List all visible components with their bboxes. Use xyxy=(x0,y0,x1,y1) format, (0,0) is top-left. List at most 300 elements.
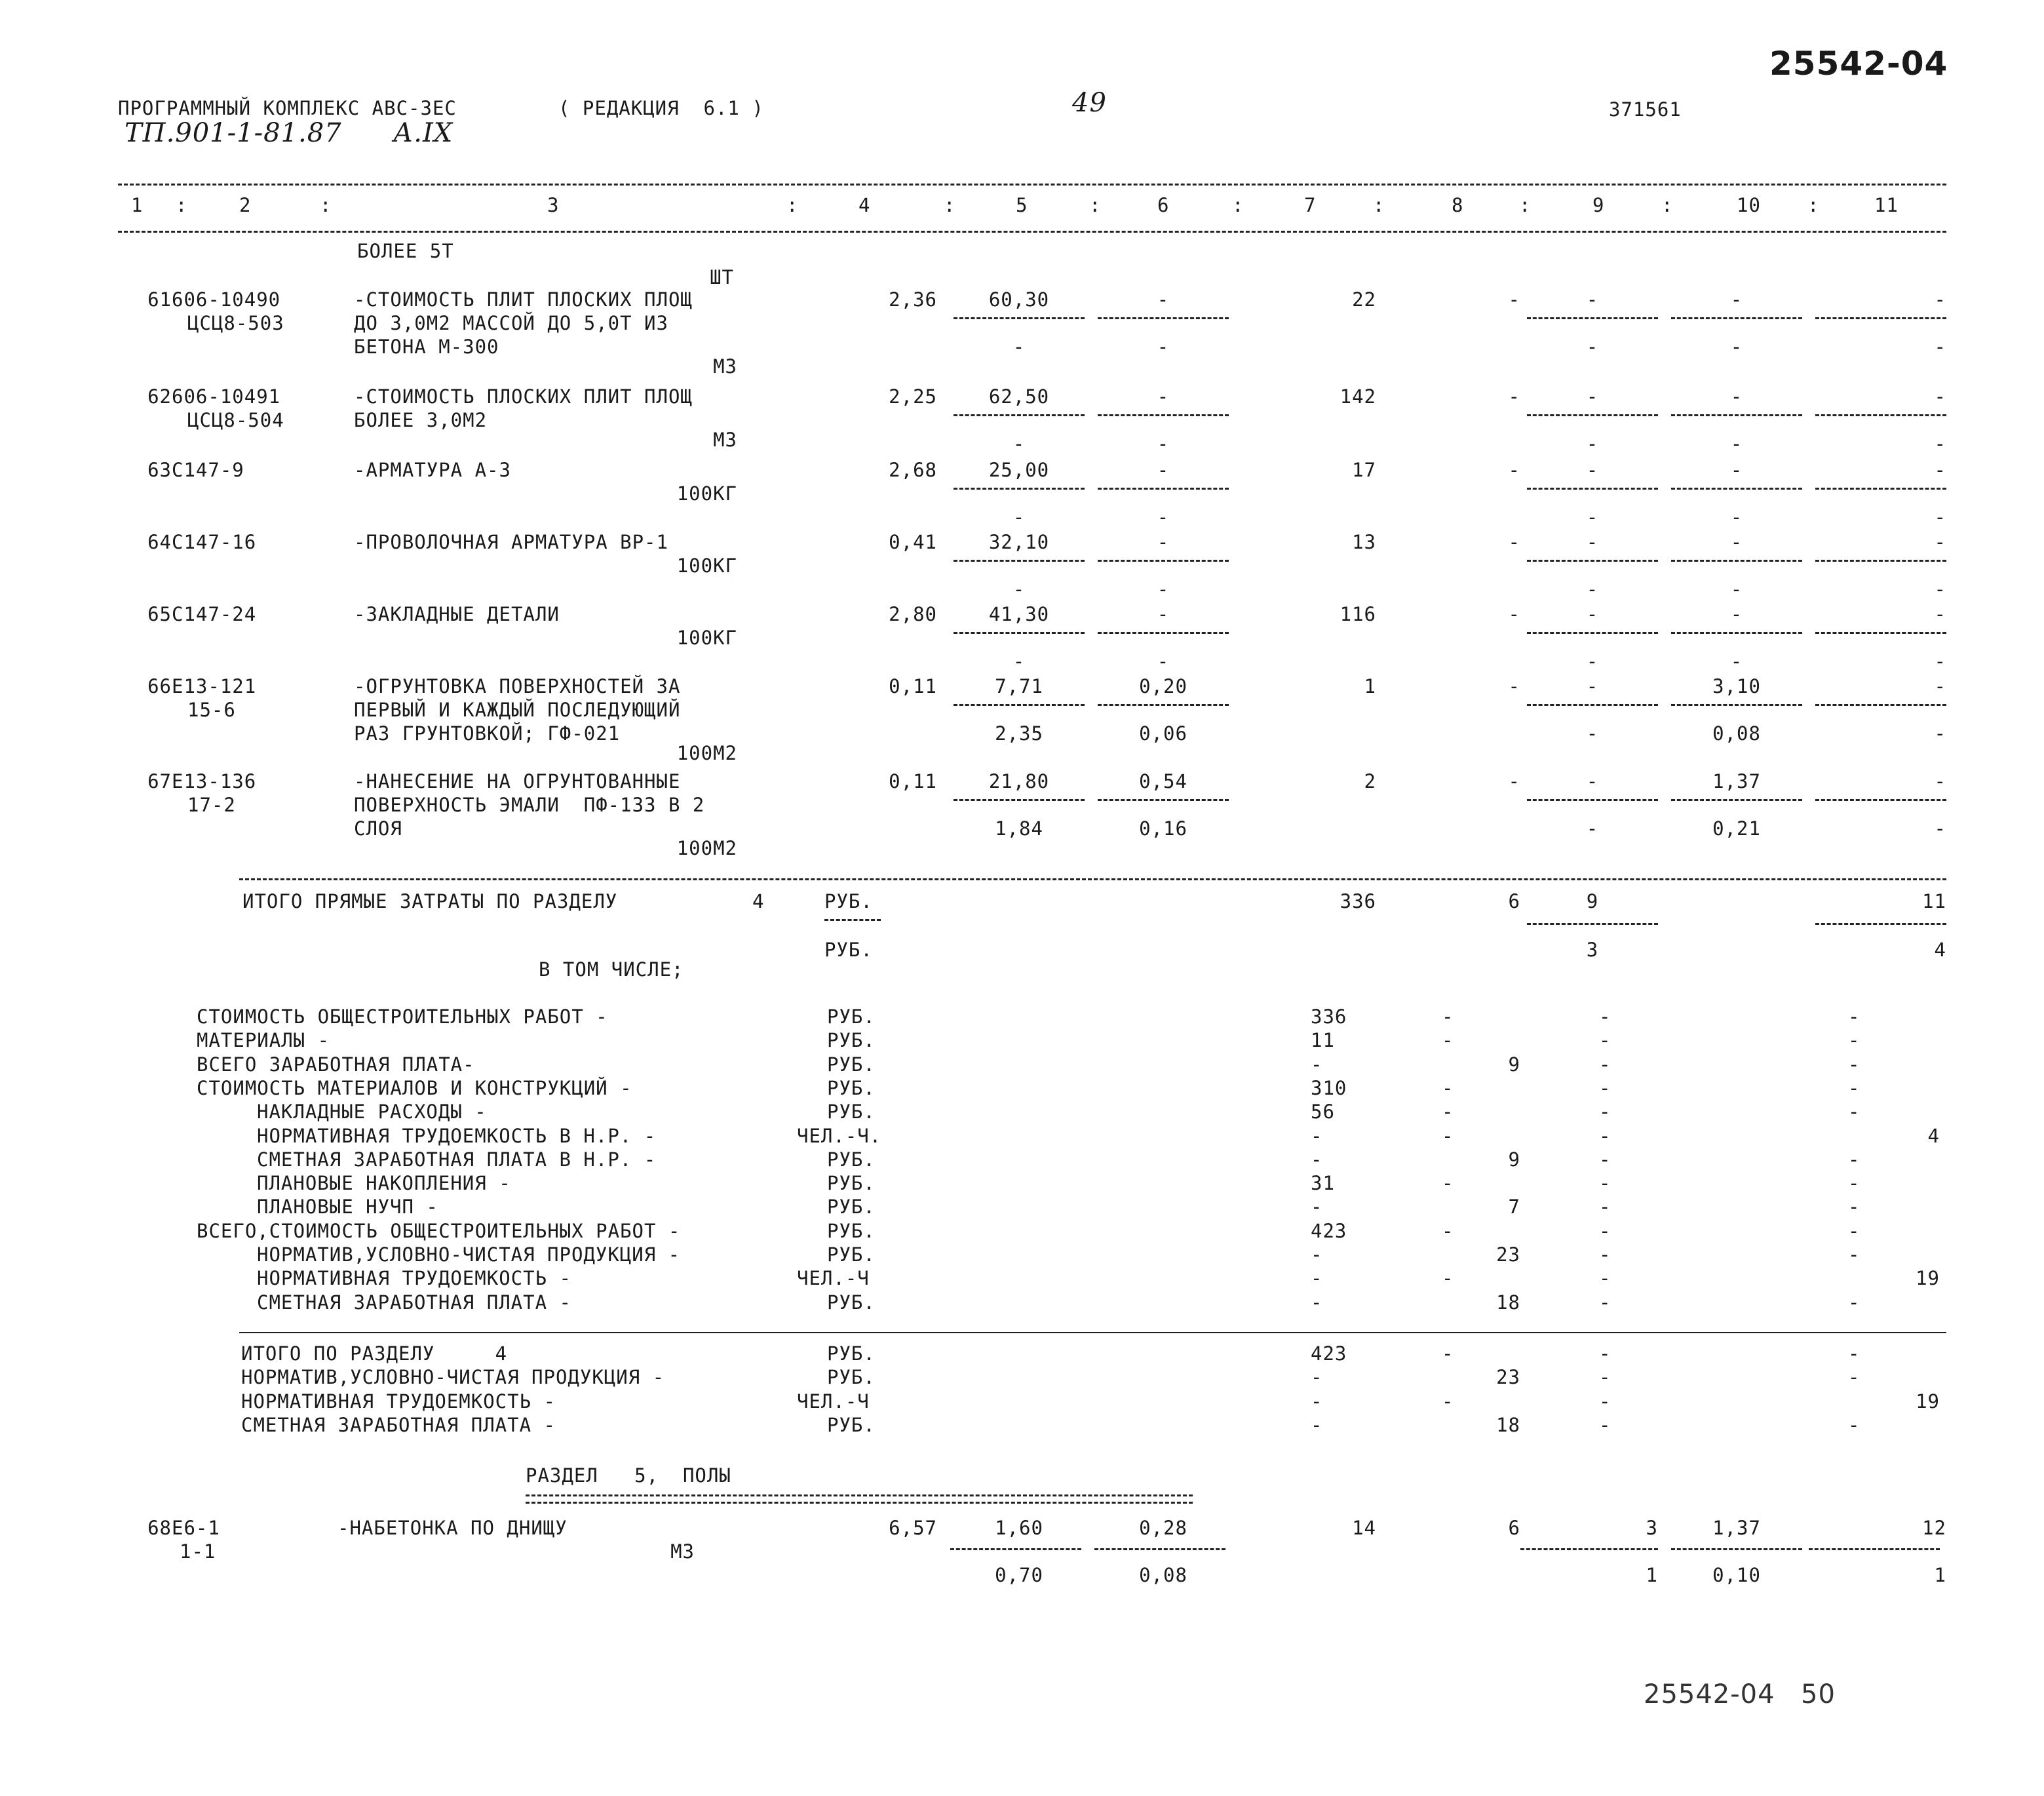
carry-text: БОЛЕЕ 5Т xyxy=(357,240,454,262)
total-direct-col9: 9 xyxy=(1586,890,1599,912)
split-rule xyxy=(1815,414,1946,416)
cell-col5: 32,10 xyxy=(988,531,1050,553)
section-total-col8: - xyxy=(1442,1342,1454,1365)
column-number: 9 xyxy=(1592,194,1605,216)
cell-col11-sub: - xyxy=(1934,722,1946,745)
cell-col4: 0,11 xyxy=(889,770,937,792)
cell-col9-sub: - xyxy=(1586,578,1599,600)
breakdown-col8: - xyxy=(1442,1172,1454,1195)
row-description: ПЕРВЫЙ И КАЖДЫЙ ПОСЛЕДУЮЩИЙ xyxy=(354,699,681,721)
cell-col5-sub: - xyxy=(1012,650,1026,673)
cell-col10-sub: 0,08 xyxy=(1712,722,1761,745)
row-unit: М3 xyxy=(670,1540,695,1563)
cell-col6: 0,20 xyxy=(1139,675,1187,697)
breakdown-col8: - xyxy=(1442,1219,1454,1242)
section-total-unit: РУБ. xyxy=(827,1342,876,1365)
cell-col10-sub: 0,21 xyxy=(1712,817,1761,840)
breakdown-col7: - xyxy=(1311,1124,1323,1147)
row-code: 1-1 xyxy=(180,1540,216,1563)
cell-col9: - xyxy=(1586,770,1599,792)
cell-col6-sub: 0,16 xyxy=(1139,817,1187,840)
column-number: 1 xyxy=(131,194,144,216)
total-direct-label: ИТОГО ПРЯМЫЕ ЗАТРАТЫ ПО РАЗДЕЛУ xyxy=(242,890,618,912)
row-code: С147-9 xyxy=(172,459,244,481)
breakdown-col7: - xyxy=(1311,1053,1323,1076)
items-end-rule xyxy=(239,878,1946,880)
column-number: 6 xyxy=(1157,194,1170,216)
total-direct-unit2: РУБ. xyxy=(824,939,873,961)
cell-col7: 13 xyxy=(1352,531,1376,553)
breakdown-col7: - xyxy=(1311,1291,1323,1314)
total-direct-col8: 6 xyxy=(1508,890,1520,912)
split-rule xyxy=(1815,317,1946,319)
row-description: -НАНЕСЕНИЕ НА ОГРУНТОВАННЫЕ xyxy=(354,770,681,792)
album-number: А.IX xyxy=(393,118,453,148)
cell-col5: 62,50 xyxy=(988,385,1050,408)
cell-col11-sub: 1 xyxy=(1934,1564,1946,1586)
cell-col6: - xyxy=(1157,385,1170,408)
breakdown-col11: - xyxy=(1848,1291,1861,1314)
split-rule xyxy=(1098,317,1229,319)
cell-col8: - xyxy=(1508,603,1520,625)
breakdown-col8: 7 xyxy=(1508,1196,1520,1219)
cell-col4: 0,41 xyxy=(889,531,937,553)
included-title: В ТОМ ЧИСЛЕ; xyxy=(539,958,684,981)
cell-col5-sub: 2,35 xyxy=(995,722,1043,745)
breakdown-col9: - xyxy=(1599,1243,1611,1266)
row-code: 15-6 xyxy=(187,699,236,721)
breakdown-label: СТОИМОСТЬ ОБЩЕСТРОИТЕЛЬНЫХ РАБОТ - xyxy=(197,1005,608,1028)
cell-col5: 1,60 xyxy=(995,1517,1043,1539)
cell-col11-sub: - xyxy=(1934,336,1946,358)
cell-col6-sub: - xyxy=(1157,433,1170,455)
cell-col8: - xyxy=(1508,288,1520,311)
cell-col10: 1,37 xyxy=(1712,770,1761,792)
breakdown-col11: - xyxy=(1848,1243,1861,1266)
split-rule xyxy=(1809,1548,1940,1550)
row-description: -СТОИМОСТЬ ПЛИТ ПЛОСКИХ ПЛОЩ xyxy=(354,288,693,311)
total-direct-section: 4 xyxy=(752,890,765,912)
cell-col9: - xyxy=(1586,675,1599,697)
split-rule xyxy=(1815,704,1946,706)
breakdown-col11: 4 xyxy=(1927,1124,1940,1147)
column-separator: : xyxy=(1661,194,1674,216)
section-total-col11: 19 xyxy=(1916,1390,1940,1413)
section-total-col8: 18 xyxy=(1496,1413,1520,1436)
cell-col10: - xyxy=(1730,603,1743,625)
breakdown-unit: РУБ. xyxy=(827,1196,876,1219)
cell-col8: 6 xyxy=(1508,1517,1520,1539)
cell-col8: - xyxy=(1508,770,1520,792)
breakdown-col9: - xyxy=(1599,1148,1611,1171)
breakdown-col7: 310 xyxy=(1311,1076,1347,1099)
breakdown-col11: - xyxy=(1848,1053,1861,1076)
row-code: ЦСЦ8-504 xyxy=(187,409,284,431)
breakdown-col11: - xyxy=(1848,1219,1861,1242)
column-separator: : xyxy=(786,194,799,216)
split-rule xyxy=(1671,1548,1802,1550)
project-number: ТП.901-1-81.87 xyxy=(125,118,342,148)
cell-col6: - xyxy=(1157,603,1170,625)
cell-col6-sub: - xyxy=(1157,336,1170,358)
row-number: 68 xyxy=(147,1517,172,1539)
cell-col4: 2,68 xyxy=(889,459,937,481)
cell-col9-sub: - xyxy=(1586,650,1599,673)
split-rule xyxy=(1671,488,1802,490)
cell-col5: 21,80 xyxy=(988,770,1050,792)
breakdown-unit: РУБ. xyxy=(827,1029,876,1052)
row-unit: М3 xyxy=(713,355,737,378)
cell-col7: 142 xyxy=(1340,385,1376,408)
column-number: 7 xyxy=(1304,194,1317,216)
column-number: 11 xyxy=(1874,194,1899,216)
split-rule xyxy=(1671,632,1802,634)
total-direct-col7: 336 xyxy=(1340,890,1376,912)
breakdown-label: НОРМАТИВНАЯ ТРУДОЕМКОСТЬ - xyxy=(257,1267,571,1290)
cell-col4: 2,80 xyxy=(889,603,937,625)
breakdown-col7: 11 xyxy=(1311,1029,1335,1052)
row-unit: 100КГ xyxy=(676,627,737,649)
row-description: -СТОИМОСТЬ ПЛОСКИХ ПЛИТ ПЛОЩ xyxy=(354,385,693,408)
unit-rule xyxy=(824,919,881,921)
breakdown-label: ПЛАНОВЫЕ НУЧП - xyxy=(257,1196,438,1219)
breakdown-col8: 9 xyxy=(1508,1148,1520,1171)
section-total-label: СМЕТНАЯ ЗАРАБОТНАЯ ПЛАТА - xyxy=(241,1413,556,1436)
cell-col11-sub: - xyxy=(1934,578,1946,600)
split-rule xyxy=(1527,923,1658,925)
column-number: 10 xyxy=(1737,194,1761,216)
cell-col10-sub: - xyxy=(1730,433,1743,455)
total-direct-col9-sub: 3 xyxy=(1586,939,1599,961)
split-rule xyxy=(1527,799,1658,801)
program-version: ( РЕДАКЦИЯ 6.1 ) xyxy=(558,97,764,119)
breakdown-unit: РУБ. xyxy=(827,1219,876,1242)
cell-col10-sub: - xyxy=(1730,650,1743,673)
split-rule xyxy=(1671,704,1802,706)
split-rule xyxy=(1520,1548,1658,1550)
breakdown-unit: ЧЕЛ.-Ч xyxy=(797,1267,870,1290)
row-unit: 100КГ xyxy=(676,555,737,577)
cell-col11: - xyxy=(1934,531,1946,553)
cell-col9-sub: - xyxy=(1586,336,1599,358)
breakdown-col8: 23 xyxy=(1496,1243,1520,1266)
cell-col5-sub: - xyxy=(1012,336,1026,358)
split-rule xyxy=(1527,632,1658,634)
row-number: 67 xyxy=(147,770,172,792)
cell-col6-sub: 0,06 xyxy=(1139,722,1187,745)
row-description: -ПРОВОЛОЧНАЯ АРМАТУРА ВР-1 xyxy=(354,531,668,553)
breakdown-col8: 9 xyxy=(1508,1053,1520,1076)
page-number: 49 xyxy=(1072,88,1107,118)
row-description: БЕТОНА М-300 xyxy=(354,336,499,358)
footer-page: 50 xyxy=(1801,1679,1836,1709)
breakdown-label: СМЕТНАЯ ЗАРАБОТНАЯ ПЛАТА - xyxy=(257,1291,571,1314)
section-total-col11: - xyxy=(1848,1413,1861,1436)
cell-col11-sub: - xyxy=(1934,817,1946,840)
cell-col5-sub: - xyxy=(1012,506,1026,528)
section-total-col9: - xyxy=(1599,1390,1611,1413)
column-separator: : xyxy=(1089,194,1102,216)
cell-col6-sub: - xyxy=(1157,650,1170,673)
breakdown-col11: - xyxy=(1848,1172,1861,1195)
cell-col5: 60,30 xyxy=(988,288,1050,311)
breakdown-col7: - xyxy=(1311,1148,1323,1171)
split-rule xyxy=(1098,799,1229,801)
breakdown-col9: - xyxy=(1599,1291,1611,1314)
section-5-underline xyxy=(526,1494,1193,1504)
breakdown-col11: - xyxy=(1848,1005,1861,1028)
cell-col7: 2 xyxy=(1364,770,1376,792)
breakdown-col9: - xyxy=(1599,1267,1611,1290)
column-separator: : xyxy=(1807,194,1820,216)
section-total-col7: - xyxy=(1311,1390,1323,1413)
row-description: ДО 3,0М2 МАССОЙ ДО 5,0Т ИЗ xyxy=(354,312,668,334)
row-code: Е6-1 xyxy=(172,1517,220,1539)
row-number: 65 xyxy=(147,603,172,625)
split-rule xyxy=(1098,632,1229,634)
cell-col6-sub: - xyxy=(1157,506,1170,528)
breakdown-label: МАТЕРИАЛЫ - xyxy=(197,1029,330,1052)
total-direct-unit: РУБ. xyxy=(824,890,873,912)
cell-col4: 0,11 xyxy=(889,675,937,697)
breakdown-unit: РУБ. xyxy=(827,1053,876,1076)
split-rule xyxy=(954,704,1085,706)
cell-col10: 1,37 xyxy=(1712,1517,1761,1539)
cell-col10: - xyxy=(1730,531,1743,553)
cell-col9: - xyxy=(1586,459,1599,481)
cell-col8: - xyxy=(1508,531,1520,553)
section-total-unit: РУБ. xyxy=(827,1413,876,1436)
cell-col11: 12 xyxy=(1922,1517,1946,1539)
row-code: С147-24 xyxy=(172,603,257,625)
breakdown-col7: 56 xyxy=(1311,1101,1335,1123)
cell-col10-sub: 0,10 xyxy=(1712,1564,1761,1586)
row-description: РАЗ ГРУНТОВКОЙ; ГФ-021 xyxy=(354,722,621,745)
row-number: 61 xyxy=(147,288,172,311)
section-total-unit: РУБ. xyxy=(827,1366,876,1389)
document-id: 25542-04 xyxy=(1769,45,1948,83)
row-code: 606-10490 xyxy=(172,288,281,311)
cell-col9: - xyxy=(1586,385,1599,408)
cell-col6: - xyxy=(1157,531,1170,553)
column-number: 2 xyxy=(239,194,252,216)
row-description: -АРМАТУРА А-3 xyxy=(354,459,511,481)
cell-col10-sub: - xyxy=(1730,578,1743,600)
section-total-col9: - xyxy=(1599,1342,1611,1365)
cell-col8: - xyxy=(1508,385,1520,408)
row-code: С147-16 xyxy=(172,531,257,553)
cell-col7: 22 xyxy=(1352,288,1376,311)
section-total-unit: ЧЕЛ.-Ч xyxy=(797,1390,870,1413)
row-unit: 100М2 xyxy=(676,837,737,859)
breakdown-col8: - xyxy=(1442,1076,1454,1099)
breakdown-unit: РУБ. xyxy=(827,1148,876,1171)
cell-col9: - xyxy=(1586,288,1599,311)
breakdown-unit: РУБ. xyxy=(827,1291,876,1314)
breakdown-label: СМЕТНАЯ ЗАРАБОТНАЯ ПЛАТА В Н.Р. - xyxy=(257,1148,657,1171)
cell-col7: 17 xyxy=(1352,459,1376,481)
breakdown-unit: РУБ. xyxy=(827,1172,876,1195)
cell-col7: 1 xyxy=(1364,675,1376,697)
total-direct-col11: 11 xyxy=(1922,890,1946,912)
breakdown-col11: - xyxy=(1848,1029,1861,1052)
breakdown-unit: РУБ. xyxy=(827,1076,876,1099)
split-rule xyxy=(954,414,1085,416)
column-separator: : xyxy=(944,194,956,216)
cell-col8: - xyxy=(1508,459,1520,481)
cell-col11: - xyxy=(1934,385,1946,408)
cell-col11: - xyxy=(1934,770,1946,792)
breakdown-col9: - xyxy=(1599,1172,1611,1195)
cell-col11: - xyxy=(1934,288,1946,311)
breakdown-col11: 19 xyxy=(1916,1267,1940,1290)
cell-col9: - xyxy=(1586,603,1599,625)
split-rule xyxy=(954,488,1085,490)
cell-col6: 0,54 xyxy=(1139,770,1187,792)
cell-col7: 14 xyxy=(1352,1517,1376,1539)
cell-col10-sub: - xyxy=(1730,506,1743,528)
cell-col6: - xyxy=(1157,288,1170,311)
cell-col5: 25,00 xyxy=(988,459,1050,481)
split-rule xyxy=(1815,799,1946,801)
breakdown-unit: ЧЕЛ.-Ч. xyxy=(797,1124,882,1147)
cell-col9: 3 xyxy=(1646,1517,1658,1539)
row-number: 63 xyxy=(147,459,172,481)
split-rule xyxy=(1815,488,1946,490)
split-rule xyxy=(1815,923,1946,925)
total-direct-col11-sub: 4 xyxy=(1934,939,1946,961)
row-code: ЦСЦ8-503 xyxy=(187,312,284,334)
breakdown-col8: - xyxy=(1442,1267,1454,1290)
split-rule xyxy=(954,799,1085,801)
cell-col5-sub: 0,70 xyxy=(995,1564,1043,1586)
breakdown-label: НОРМАТИВНАЯ ТРУДОЕМКОСТЬ В Н.Р. - xyxy=(257,1124,657,1147)
cell-col9-sub: - xyxy=(1586,506,1599,528)
breakdown-col7: 31 xyxy=(1311,1172,1335,1195)
cell-col6: - xyxy=(1157,459,1170,481)
breakdown-col7: 423 xyxy=(1311,1219,1347,1242)
row-unit: 100М2 xyxy=(676,742,737,764)
section-total-col9: - xyxy=(1599,1366,1611,1389)
cell-col5: 41,30 xyxy=(988,603,1050,625)
breakdown-unit: РУБ. xyxy=(827,1005,876,1028)
breakdown-unit: РУБ. xyxy=(827,1101,876,1123)
cell-col7: 116 xyxy=(1340,603,1376,625)
breakdown-col8: 18 xyxy=(1496,1291,1520,1314)
column-number: 4 xyxy=(858,194,871,216)
split-rule xyxy=(1815,632,1946,634)
breakdown-col7: - xyxy=(1311,1196,1323,1219)
breakdown-col9: - xyxy=(1599,1053,1611,1076)
breakdown-col11: - xyxy=(1848,1076,1861,1099)
breakdown-label: ПЛАНОВЫЕ НАКОПЛЕНИЯ - xyxy=(257,1172,511,1195)
breakdown-col9: - xyxy=(1599,1101,1611,1123)
cell-col9-sub: - xyxy=(1586,817,1599,840)
split-rule xyxy=(1527,317,1658,319)
breakdown-col11: - xyxy=(1848,1101,1861,1123)
print-code: 371561 xyxy=(1609,98,1682,121)
cell-col9-sub: - xyxy=(1586,433,1599,455)
cell-col10: - xyxy=(1730,385,1743,408)
breakdown-col9: - xyxy=(1599,1029,1611,1052)
column-separator: : xyxy=(1373,194,1385,216)
cell-col11-sub: - xyxy=(1934,650,1946,673)
split-rule xyxy=(1098,704,1229,706)
cell-col6: 0,28 xyxy=(1139,1517,1187,1539)
breakdown-col9: - xyxy=(1599,1196,1611,1219)
cell-col4: 2,36 xyxy=(889,288,937,311)
section-total-rule xyxy=(239,1332,1946,1333)
row-number: 62 xyxy=(147,385,172,408)
footer-stamp: 25542-04 xyxy=(1644,1679,1775,1709)
breakdown-col11: - xyxy=(1848,1196,1861,1219)
split-rule xyxy=(1671,317,1802,319)
section-total-label: ИТОГО ПО РАЗДЕЛУ 4 xyxy=(241,1342,508,1365)
cell-col6-sub: 0,08 xyxy=(1139,1564,1187,1586)
split-rule xyxy=(1527,704,1658,706)
cell-col9-sub: - xyxy=(1586,722,1599,745)
column-number: 5 xyxy=(1016,194,1028,216)
cell-col10-sub: - xyxy=(1730,336,1743,358)
split-rule xyxy=(1098,488,1229,490)
cell-col4: 2,25 xyxy=(889,385,937,408)
breakdown-col8: - xyxy=(1442,1124,1454,1147)
cell-col4: 6,57 xyxy=(889,1517,937,1539)
cell-col11: - xyxy=(1934,675,1946,697)
split-rule xyxy=(1098,414,1229,416)
breakdown-col7: - xyxy=(1311,1267,1323,1290)
cell-col8: - xyxy=(1508,675,1520,697)
row-code: 606-10491 xyxy=(172,385,281,408)
cell-col11: - xyxy=(1934,459,1946,481)
cell-col10: - xyxy=(1730,288,1743,311)
split-rule xyxy=(954,632,1085,634)
section-total-label: НОРМАТИВ,УСЛОВНО-ЧИСТАЯ ПРОДУКЦИЯ - xyxy=(241,1366,665,1389)
row-description: -НАБЕТОНКА ПО ДНИЩУ xyxy=(337,1517,568,1539)
row-unit: М3 xyxy=(713,429,737,451)
row-description: БОЛЕЕ 3,0М2 xyxy=(354,409,488,431)
breakdown-col9: - xyxy=(1599,1124,1611,1147)
breakdown-col8: - xyxy=(1442,1029,1454,1052)
cell-col10: 3,10 xyxy=(1712,675,1761,697)
section-total-col11: - xyxy=(1848,1366,1861,1389)
breakdown-col8: - xyxy=(1442,1005,1454,1028)
cell-col5-sub: - xyxy=(1012,433,1026,455)
row-code: 17-2 xyxy=(187,794,236,816)
column-number: 8 xyxy=(1452,194,1464,216)
header-rule-top xyxy=(118,184,1946,185)
split-rule xyxy=(950,1548,1081,1550)
split-rule xyxy=(1094,1548,1225,1550)
cell-col9-sub: 1 xyxy=(1646,1564,1658,1586)
program-title: ПРОГРАММНЫЙ КОМПЛЕКС АВС-3ЕС xyxy=(118,97,457,119)
row-number: 66 xyxy=(147,675,172,697)
section-total-col8: 23 xyxy=(1496,1366,1520,1389)
cell-col11-sub: - xyxy=(1934,433,1946,455)
row-description: СЛОЯ xyxy=(354,817,402,840)
row-description: -ЗАКЛАДНЫЕ ДЕТАЛИ xyxy=(354,603,560,625)
section-total-col7: - xyxy=(1311,1366,1323,1389)
section-total-label: НОРМАТИВНАЯ ТРУДОЕМКОСТЬ - xyxy=(241,1390,556,1413)
row-description: -ОГРУНТОВКА ПОВЕРХНОСТЕЙ ЗА xyxy=(354,675,681,697)
breakdown-label: НАКЛАДНЫЕ РАСХОДЫ - xyxy=(257,1101,487,1123)
column-separator: : xyxy=(1232,194,1244,216)
breakdown-label: ВСЕГО,СТОИМОСТЬ ОБЩЕСТРОИТЕЛЬНЫХ РАБОТ - xyxy=(197,1219,681,1242)
section-total-col11: - xyxy=(1848,1342,1861,1365)
breakdown-col9: - xyxy=(1599,1005,1611,1028)
breakdown-label: СТОИМОСТЬ МАТЕРИАЛОВ И КОНСТРУКЦИЙ - xyxy=(197,1076,632,1099)
cell-col10: - xyxy=(1730,459,1743,481)
